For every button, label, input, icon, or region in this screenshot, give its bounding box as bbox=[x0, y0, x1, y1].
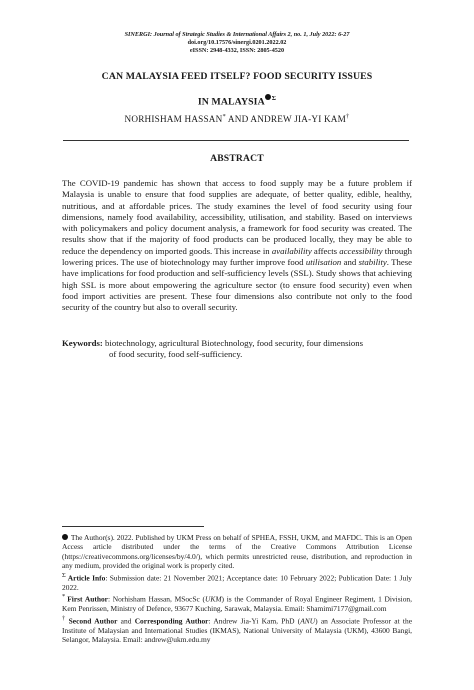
keywords-label: Keywords: bbox=[62, 338, 103, 348]
article-info-label: Article Info bbox=[67, 573, 106, 583]
abstract-text-2: affects bbox=[311, 245, 340, 256]
abstract-text-5: . These have implications for food production and self-sufficiency levels (SSL). Study shows that achieving high SSL is more about empowering the agriculture sector (to ensure food security) even when food import activities are present. These four dimensions also contribute not only to the food security of the country but also to overall security. bbox=[62, 257, 413, 313]
open-access-icon bbox=[62, 534, 68, 540]
footnotes bbox=[62, 533, 412, 644]
abstract-body bbox=[62, 178, 412, 314]
title-divider bbox=[63, 140, 409, 141]
keywords-line-2: of food security, food self-sufficiency. bbox=[109, 349, 243, 360]
keywords bbox=[62, 338, 412, 361]
license-text: The Author(s). 2022. Published by UKM Press on behalf of SPHEA, FSSH, UKM, and MAFDC. This is an Open Access article distributed under the terms of the Creative Commons Attribution License (https://creativecommons.org/licenses/by/4.0/), which permits unrestricted reuse, distribution, and reproduction in any medium, provided the original work is properly cited. bbox=[62, 533, 412, 571]
author-1-mark: * bbox=[222, 113, 226, 120]
article-title bbox=[0, 70, 474, 108]
second-author-text-2: ) an Associate Professor at the Institute of Malaysian and International Studies (IKMAS), National University of Malaysia (UKM), 43600 Bangi, Selangor, Malaysia. Email: andrew@ukm.edu.my bbox=[62, 616, 412, 644]
abstract-text-1: The COVID-19 pandemic has shown that access to food supply may be a future problem if Malaysia is unable to ensure that food supplies are adequate, of better quality, edible, healthy, nutritious, and at affordable prices. The study examines the level of food security using four dimensions, namely food availability, accessibility, utilisation, and stability. Based on interviews with policymakers and policy document analysis, a framework for food security was created. The results show that if the majority of food products can be produced locally, they may be able to reduce the dependency on imported goods. This increase in bbox=[62, 178, 412, 256]
first-author-institution: UKM bbox=[204, 594, 222, 604]
keywords-line-1: biotechnology, agricultural Biotechnology, food security, four dimensions bbox=[102, 338, 364, 348]
author-1: NORHISHAM HASSAN bbox=[124, 114, 223, 125]
title-footnote-marks bbox=[265, 95, 276, 102]
open-access-icon bbox=[265, 94, 271, 100]
article-info-mark: Σ bbox=[62, 571, 66, 579]
corresponding-author-label: Corresponding Author bbox=[134, 616, 209, 626]
footnote-second-author bbox=[62, 614, 412, 645]
author-line bbox=[0, 113, 474, 124]
footnote-article-info bbox=[62, 571, 412, 592]
abstract-text-4: and bbox=[341, 257, 359, 268]
abstract-em-accessibility: accessibility bbox=[339, 245, 383, 256]
title-line-2-wrap bbox=[0, 92, 474, 108]
first-author-text-2: ) is the Commander of Royal Engineer Regiment, 1 Division, Kem Penrissen, Ministry of Defence, 93677 Kuching, Sarawak, Malaysia. Email: Shamimi7177@gmail.com bbox=[62, 594, 412, 614]
second-author-label: Second Author bbox=[68, 616, 118, 626]
second-author-and: and bbox=[117, 616, 135, 626]
footnote-first-author bbox=[62, 592, 412, 613]
second-author-mark: † bbox=[62, 614, 67, 622]
footnote-license bbox=[62, 533, 412, 571]
author-2-mark: † bbox=[346, 113, 350, 120]
first-author-mark: * bbox=[62, 593, 66, 601]
first-author-label: First Author bbox=[67, 594, 108, 604]
abstract-em-stability: stability bbox=[358, 257, 387, 268]
second-author-institution: ANU bbox=[300, 616, 316, 626]
journal-doi: doi.org/10.17576/sinergi.0201.2022.02 bbox=[187, 39, 287, 46]
author-connector: AND ANDREW JIA-YI KAM bbox=[225, 114, 346, 125]
abstract-heading: ABSTRACT bbox=[210, 153, 264, 164]
title-line-1: CAN MALAYSIA FEED ITSELF? FOOD SECURITY ISSUES bbox=[101, 71, 373, 82]
first-author-text-1: : Norhisham Hassan, MSocSc ( bbox=[107, 594, 205, 604]
footnote-divider bbox=[62, 526, 204, 527]
title-line-2: IN MALAYSIA bbox=[197, 96, 265, 108]
journal-issn: eISSN: 2948-4332, ISSN: 2805-4520 bbox=[189, 47, 285, 54]
abstract-em-availability: availability bbox=[271, 245, 312, 256]
article-info-text: : Submission date: 21 November 2021; Acceptance date: 10 February 2022; Publication Date: 1 July 2022. bbox=[62, 573, 412, 592]
abstract-text-3: through lowering prices. The use of biotechnology may further improve food bbox=[62, 245, 412, 268]
journal-citation: SINERGI: Journal of Strategic Studies & International Affairs 2, no. 1, July 2022: 6-27 bbox=[124, 31, 350, 38]
second-author-text-1: : Andrew Jia-Yi Kam, PhD ( bbox=[208, 616, 301, 626]
abstract-em-utilisation: utilisation bbox=[305, 257, 342, 268]
title-sigma-mark: Σ bbox=[271, 95, 277, 102]
journal-header bbox=[0, 31, 474, 55]
